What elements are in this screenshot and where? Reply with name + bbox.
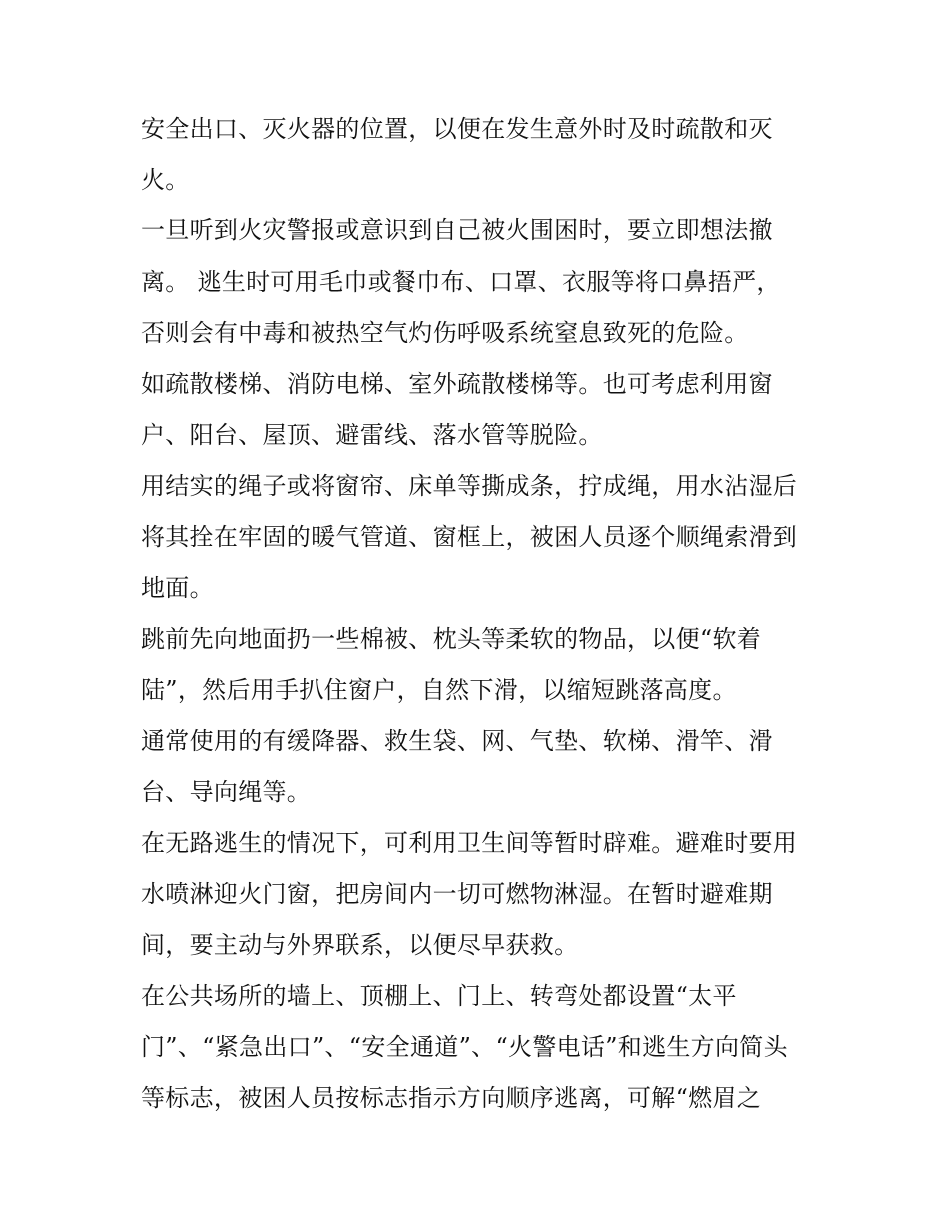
text-line: 用结实的绳子或将窗帘、床单等撕成条，拧成绳，用水沾湿后 (141, 472, 798, 500)
text-line: 地面。 (141, 574, 214, 602)
text-line: 跳前先向地面扔一些棉被、枕头等柔软的物品，以便“软着 (141, 625, 762, 653)
text-line: 如疏散楼梯、消防电梯、室外疏散楼梯等。也可考虑利用窗 (141, 370, 773, 398)
text-line: 通常使用的有缓降器、救生袋、网、气垫、软梯、滑竿、滑 (141, 727, 773, 755)
text-line: 水喷淋迎火门窗，把房间内一切可燃物淋湿。在暂时避难期 (141, 880, 773, 908)
text-line: 门”、“紧急出口”、“安全通道”、“火警电话”和逃生方向简头 (141, 1033, 788, 1061)
text-line: 户、阳台、屋顶、避雷线、落水管等脱险。 (141, 421, 603, 449)
text-line: 在无路逃生的情况下，可利用卫生间等暂时辟难。避难时要用 (141, 829, 798, 857)
text-line: 将其拴在牢固的暖气管道、窗框上，被困人员逐个顺绳索滑到 (141, 523, 798, 551)
text-line: 等标志，被困人员按标志指示方向顺序逃离，可解“燃眉之 (141, 1084, 762, 1112)
text-line: 间，要主动与外界联系，以便尽早获救。 (141, 931, 579, 959)
text-line: 台、导向绳等。 (141, 778, 312, 806)
text-line: 安全出口、灭火器的位置，以便在发生意外时及时疏散和灭 (141, 115, 773, 143)
text-line: 一旦听到火灾警报或意识到自己被火围困时，要立即想法撤 (141, 216, 773, 244)
text-line: 离。 逃生时可用毛巾或餐巾布、口罩、衣服等将口鼻捂严， (141, 268, 781, 296)
text-line: 陆”，然后用手扒住窗户，自然下滑，以缩短跳落高度。 (141, 676, 737, 704)
text-line: 在公共场所的墙上、顶棚上、门上、转弯处都设置“太平 (141, 982, 737, 1010)
text-line: 火。 (141, 166, 190, 194)
text-line: 否则会有中毒和被热空气灼伤呼吸系统窒息致死的危险。 (141, 319, 749, 347)
